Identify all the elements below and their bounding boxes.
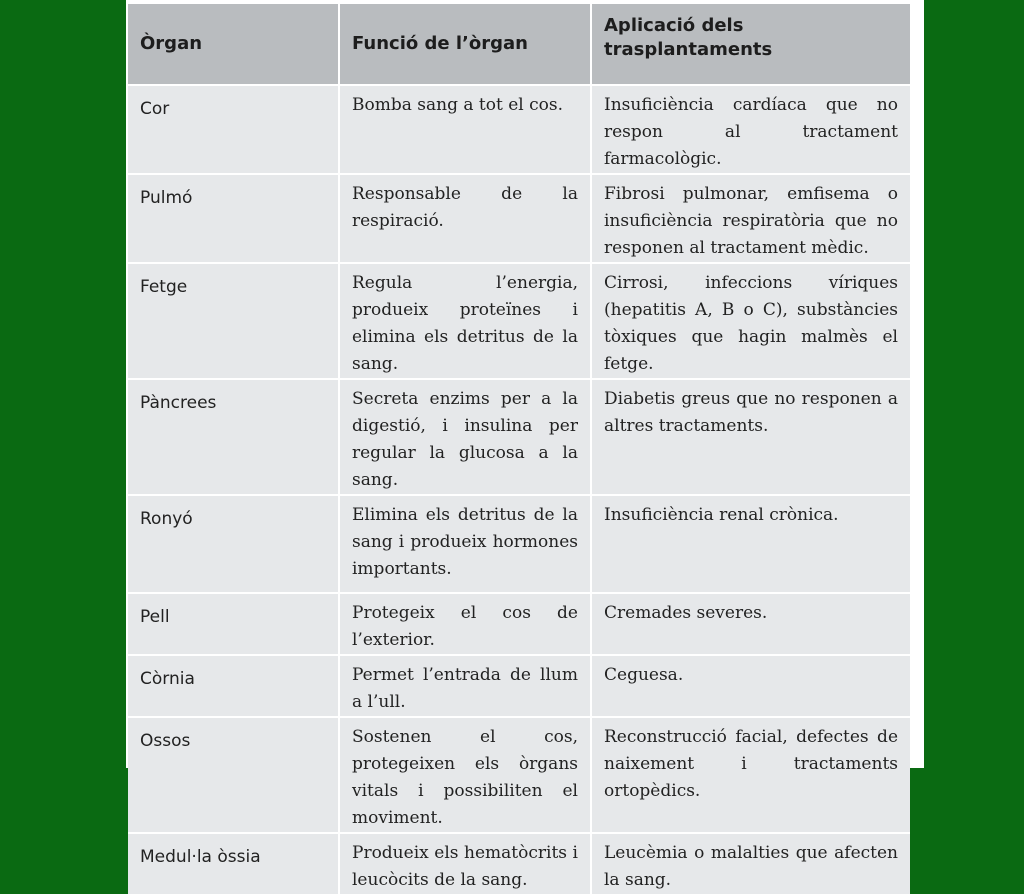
organ-cell: Pàncrees [128,379,339,495]
organ-cell: Ossos [128,717,339,833]
organ-cell: Pulmó [128,174,339,263]
organ-cell: Pell [128,593,339,655]
header-organ: Òrgan [128,4,339,85]
function-cell: Protegeix el cos de l’exterior. [339,593,591,655]
table-row [128,174,910,263]
header-application: Aplicació dels trasplantaments [591,4,910,85]
function-cell: Sostenen el cos, protegeixen els òrgans vitals i possibiliten el moviment. [339,717,591,833]
organ-cell: Fetge [128,263,339,379]
function-cell: Regula l’energia, produeix proteïnes i elimina els detritus de la sang. [339,263,591,379]
application-cell: Reconstrucció facial, defectes de naixement i tractaments ortopèdics. [591,717,910,833]
function-cell: Secreta enzims per a la digestió, i insulina per regular la glucosa a la sang. [339,379,591,495]
function-cell: Produeix els hematòcrits i leucòcits de la sang. [339,833,591,894]
organ-cell: Medul·la òssia [128,833,339,894]
header-function: Funció de l’òrgan [339,4,591,85]
organ-cell: Còrnia [128,655,339,717]
organ-cell: Cor [128,85,339,174]
application-cell: Cremades severes. [591,593,910,655]
application-cell: Insuficiència renal crònica. [591,495,910,593]
function-cell: Responsable de la respiració. [339,174,591,263]
table-row [128,495,910,593]
application-cell: Diabetis greus que no responen a altres tractaments. [591,379,910,495]
function-cell: Elimina els detritus de la sang i produeix hormones importants. [339,495,591,593]
application-cell: Leucèmia o malalties que afecten la sang. [591,833,910,894]
function-cell: Permet l’entrada de llum a l’ull. [339,655,591,717]
application-cell: Insuficiència cardíaca que no respon al tractament farmacològic. [591,85,910,174]
table-row [128,593,910,655]
table-row [128,717,910,833]
table-row [128,379,910,495]
application-cell: Cirrosi, infeccions víriques (hepatitis A, B o C), substàncies tòxiques que hagin malmès el fetge. [591,263,910,379]
table-row [128,833,910,894]
organ-cell: Ronyó [128,495,339,593]
table-header-row [128,4,910,85]
table-row [128,655,910,717]
table-row [128,263,910,379]
transplant-table [128,4,910,894]
application-cell: Ceguesa. [591,655,910,717]
application-cell: Fibrosi pulmonar, emfisema o insuficiència respiratòria que no responen al tractament mèdic. [591,174,910,263]
table-row [128,85,910,174]
function-cell: Bomba sang a tot el cos. [339,85,591,174]
